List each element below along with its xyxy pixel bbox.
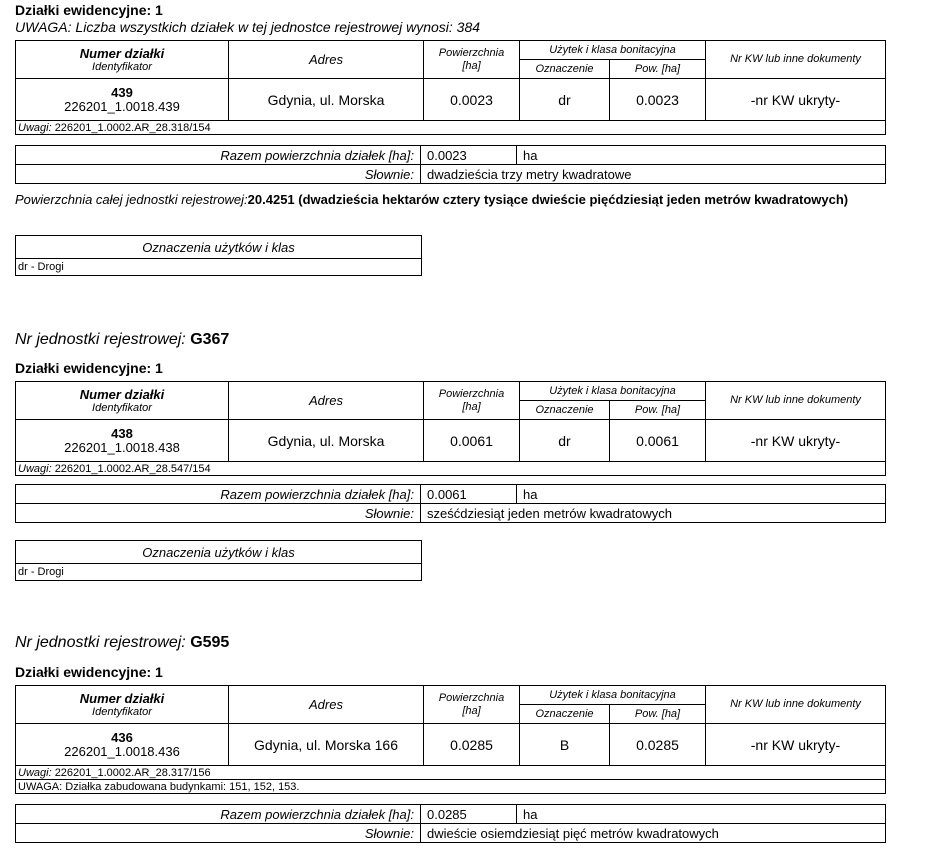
total-area-value: 0.0285 (421, 805, 517, 824)
total-area-value: 0.0023 (421, 146, 517, 165)
header-kw: Nr KW lub inne dokumenty (706, 41, 886, 79)
parcel-table (15, 381, 886, 476)
parcel-area: 0.0023 (424, 79, 520, 121)
parcel-building-note: UWAGA: Działka zabudowana budynkami: 151, 152, 153. (16, 780, 886, 794)
parcel-use-code: dr (520, 79, 610, 121)
legend-item: dr - Drogi (16, 564, 422, 581)
parcel-kw: -nr KW ukryty- (706, 79, 886, 121)
parcel-use-area: 0.0061 (610, 420, 706, 462)
header-powierzchnia: Powierzchnia [ha] (424, 382, 520, 420)
parcel-number-cell: 439 226201_1.0018.439 (16, 79, 229, 121)
section-heading: Działki ewidencyjne: 1 (15, 664, 163, 680)
header-oznaczenie: Oznaczenie (520, 60, 610, 79)
header-uzytek: Użytek i klasa bonitacyjna (520, 382, 706, 401)
total-area-label: Razem powierzchnia działek [ha]: (16, 805, 421, 824)
header-kw: Nr KW lub inne dokumenty (706, 686, 886, 724)
area-summary-table (15, 145, 886, 184)
parcel-use-code: B (520, 724, 610, 766)
header-numer: Numer działki Identyfikator (16, 41, 229, 79)
land-use-legend (15, 540, 422, 581)
area-words-value: dwadzieścia trzy metry kwadratowe (421, 165, 886, 184)
area-words-label: Słownie: (16, 824, 421, 843)
land-use-legend (15, 235, 422, 276)
header-pow-ha: Pow. [ha] (610, 705, 706, 724)
parcel-area: 0.0061 (424, 420, 520, 462)
legend-title: Oznaczenia użytków i klas (16, 541, 422, 564)
area-words-label: Słownie: (16, 165, 421, 184)
area-summary-table (15, 804, 886, 843)
section-heading: Działki ewidencyjne: 1 (15, 360, 163, 376)
parcel-remarks: Uwagi: 226201_1.0002.AR_28.318/154 (16, 121, 886, 135)
parcel-count-warning: UWAGA: Liczba wszystkich działek w tej jednostce rejestrowej wynosi: 384 (15, 19, 481, 35)
legend-title: Oznaczenia użytków i klas (16, 236, 422, 259)
parcel-kw: -nr KW ukryty- (706, 724, 886, 766)
total-area-unit: ha (517, 805, 886, 824)
header-adres: Adres (229, 382, 424, 420)
header-powierzchnia: Powierzchnia [ha] (424, 686, 520, 724)
area-words-label: Słownie: (16, 504, 421, 523)
area-words-value: dwieście osiemdziesiąt pięć metrów kwadratowych (421, 824, 886, 843)
parcel-address: Gdynia, ul. Morska 166 (229, 724, 424, 766)
total-area-label: Razem powierzchnia działek [ha]: (16, 146, 421, 165)
total-area-unit: ha (517, 146, 886, 165)
header-kw: Nr KW lub inne dokumenty (706, 382, 886, 420)
area-words-value: sześćdziesiąt jeden metrów kwadratowych (421, 504, 886, 523)
registry-unit-heading: Nr jednostki rejestrowej: G367 (15, 331, 230, 348)
header-adres: Adres (229, 41, 424, 79)
header-numer: Numer działki Identyfikator (16, 686, 229, 724)
parcel-use-area: 0.0285 (610, 724, 706, 766)
header-pow-ha: Pow. [ha] (610, 60, 706, 79)
parcel-number-cell: 436 226201_1.0018.436 (16, 724, 229, 766)
parcel-remarks: Uwagi: 226201_1.0002.AR_28.317/156 (16, 766, 886, 780)
area-summary-table (15, 484, 886, 523)
total-area-label: Razem powierzchnia działek [ha]: (16, 485, 421, 504)
header-numer: Numer działki Identyfikator (16, 382, 229, 420)
parcel-area: 0.0285 (424, 724, 520, 766)
header-uzytek: Użytek i klasa bonitacyjna (520, 41, 706, 60)
total-area-value: 0.0061 (421, 485, 517, 504)
parcel-use-area: 0.0023 (610, 79, 706, 121)
header-adres: Adres (229, 686, 424, 724)
parcel-address: Gdynia, ul. Morska (229, 420, 424, 462)
parcel-number-cell: 438 226201_1.0018.438 (16, 420, 229, 462)
parcel-use-code: dr (520, 420, 610, 462)
header-oznaczenie: Oznaczenie (520, 401, 610, 420)
parcel-kw: -nr KW ukryty- (706, 420, 886, 462)
unit-total-area-note: Powierzchnia całej jednostki rejestrowej:20.4251 (dwadzieścia hektarów cztery tysiące dwieście pięćdziesiąt jeden metrów kwadratowych) (15, 192, 849, 207)
header-uzytek: Użytek i klasa bonitacyjna (520, 686, 706, 705)
parcel-table (15, 40, 886, 135)
total-area-unit: ha (517, 485, 886, 504)
legend-item: dr - Drogi (16, 259, 422, 276)
section-heading: Działki ewidencyjne: 1 (15, 2, 163, 18)
registry-unit-heading: Nr jednostki rejestrowej: G595 (15, 634, 230, 651)
header-pow-ha: Pow. [ha] (610, 401, 706, 420)
parcel-address: Gdynia, ul. Morska (229, 79, 424, 121)
parcel-table (15, 685, 886, 794)
header-powierzchnia: Powierzchnia [ha] (424, 41, 520, 79)
parcel-remarks: Uwagi: 226201_1.0002.AR_28.547/154 (16, 462, 886, 476)
header-oznaczenie: Oznaczenie (520, 705, 610, 724)
